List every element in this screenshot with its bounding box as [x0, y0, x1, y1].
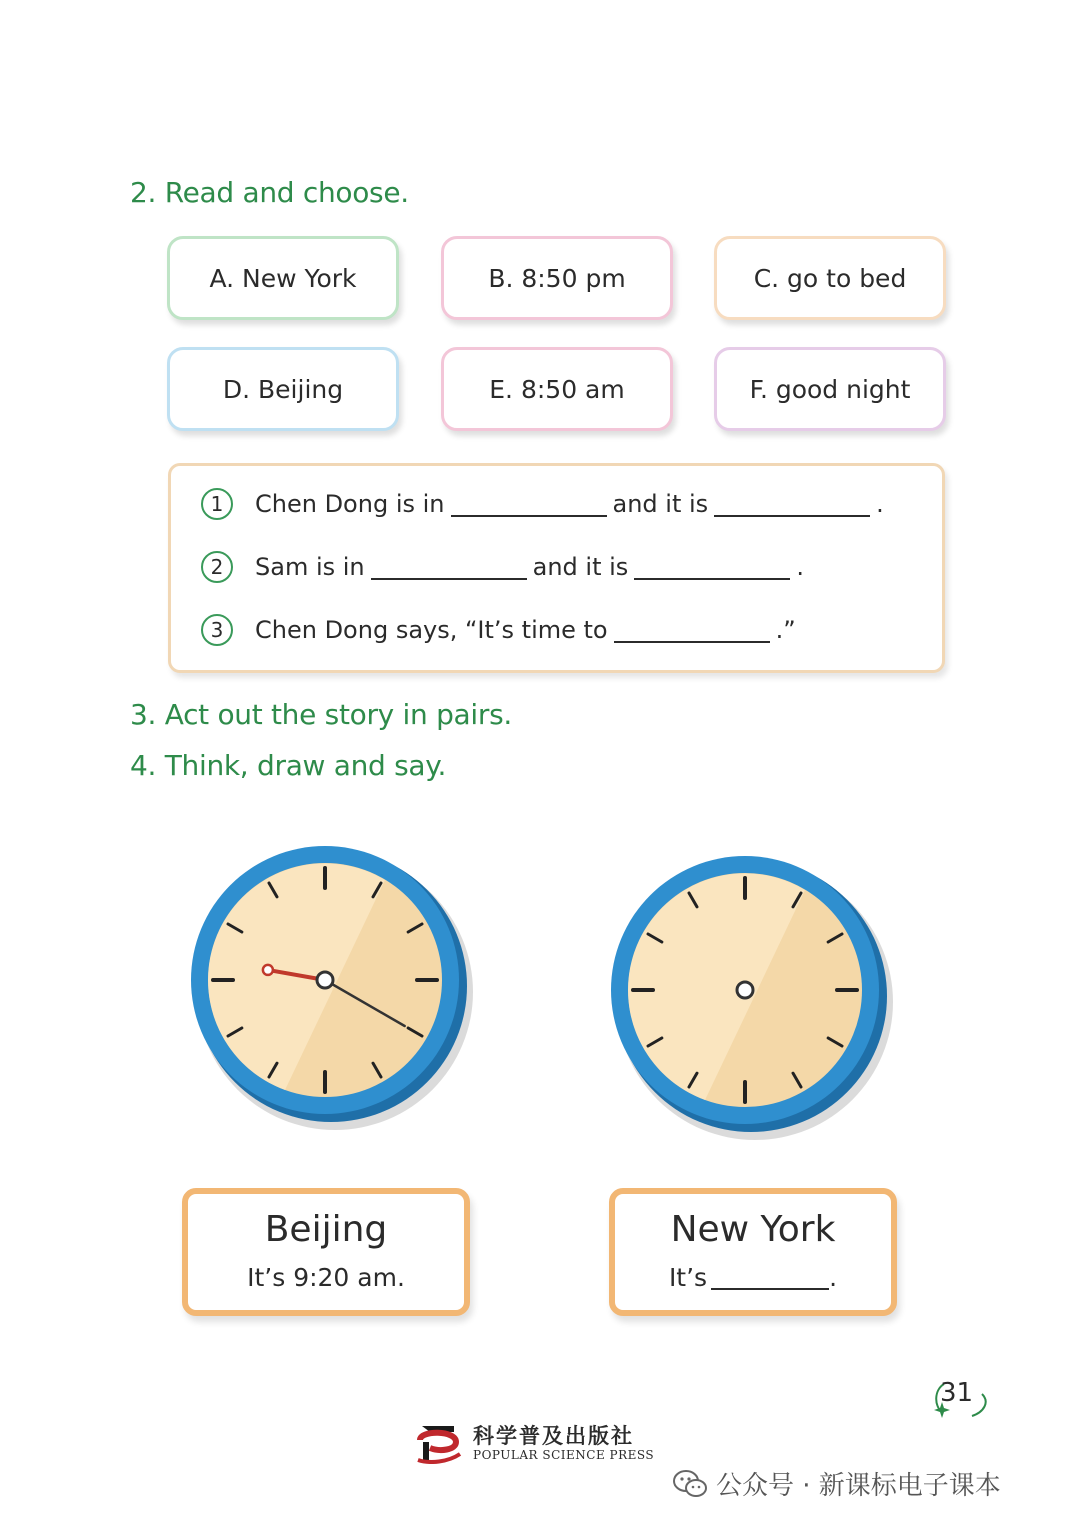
choice-label: F. good night [749, 374, 911, 404]
answer-blank[interactable] [711, 1288, 829, 1290]
choice-d [167, 347, 399, 431]
fill-in-panel [168, 463, 945, 673]
answer-blank[interactable] [614, 641, 770, 643]
number-badge: 3 [201, 614, 233, 646]
sentence-1 [201, 488, 884, 520]
sentence-text: Chen Dong is in [255, 490, 445, 518]
section-heading-read-choose: 2. Read and choose. [130, 176, 409, 209]
number-badge: 2 [201, 551, 233, 583]
sentence-text: Chen Dong says, “It’s time to [255, 616, 608, 644]
watermark-text: 公众号 · 新课标电子课本 [716, 1471, 1001, 1501]
choice-a [167, 236, 399, 320]
sentence-end: .” [775, 616, 796, 644]
watermark [672, 1465, 1001, 1502]
new-york-label-box [609, 1188, 897, 1316]
sentence-3 [201, 614, 796, 646]
hour-hand-tip [263, 965, 273, 975]
section-heading-act-out: 3. Act out the story in pairs. [130, 698, 512, 731]
time-prefix: It’s [668, 1263, 708, 1292]
choice-b [441, 236, 673, 320]
sentence-text: and it is [532, 553, 629, 581]
clock-center [737, 982, 753, 998]
new-york-clock-icon [600, 850, 900, 1150]
choice-label: C. go to bed [753, 263, 907, 293]
answer-blank[interactable] [714, 515, 870, 517]
beijing-label-box [182, 1188, 470, 1316]
publisher-name-en: POPULAR SCIENCE PRESS [473, 1448, 655, 1462]
choice-c [714, 236, 946, 320]
sentence-text: Sam is in [255, 553, 365, 581]
answer-blank[interactable] [371, 578, 527, 580]
time-suffix: . [829, 1263, 838, 1292]
choice-f [714, 347, 946, 431]
publisher-logo-icon [416, 1420, 462, 1464]
sentence-end: . [876, 490, 884, 518]
sentence-2 [201, 551, 804, 583]
choice-e [441, 347, 673, 431]
clock-center [317, 972, 333, 988]
choice-label: D. Beijing [222, 374, 344, 404]
city-name: Beijing [264, 1209, 388, 1250]
section-heading-think-draw: 4. Think, draw and say. [130, 749, 447, 782]
city-name: New York [670, 1209, 836, 1250]
wechat-icon [672, 1469, 708, 1499]
page-number: 31 [940, 1378, 974, 1408]
publisher-name-cn: 科学普及出版社 [473, 1423, 634, 1448]
time-text: It’s 9:20 am. [247, 1263, 405, 1292]
beijing-clock-icon [180, 840, 480, 1140]
time-line [615, 1262, 891, 1294]
sentence-text: and it is [612, 490, 709, 518]
choice-label: E. 8:50 am [489, 374, 625, 404]
answer-blank[interactable] [451, 515, 607, 517]
choice-label: B. 8:50 pm [488, 263, 626, 293]
number-badge: 1 [201, 488, 233, 520]
choice-label: A. New York [209, 263, 357, 293]
sentence-end: . [796, 553, 804, 581]
answer-blank[interactable] [634, 578, 790, 580]
